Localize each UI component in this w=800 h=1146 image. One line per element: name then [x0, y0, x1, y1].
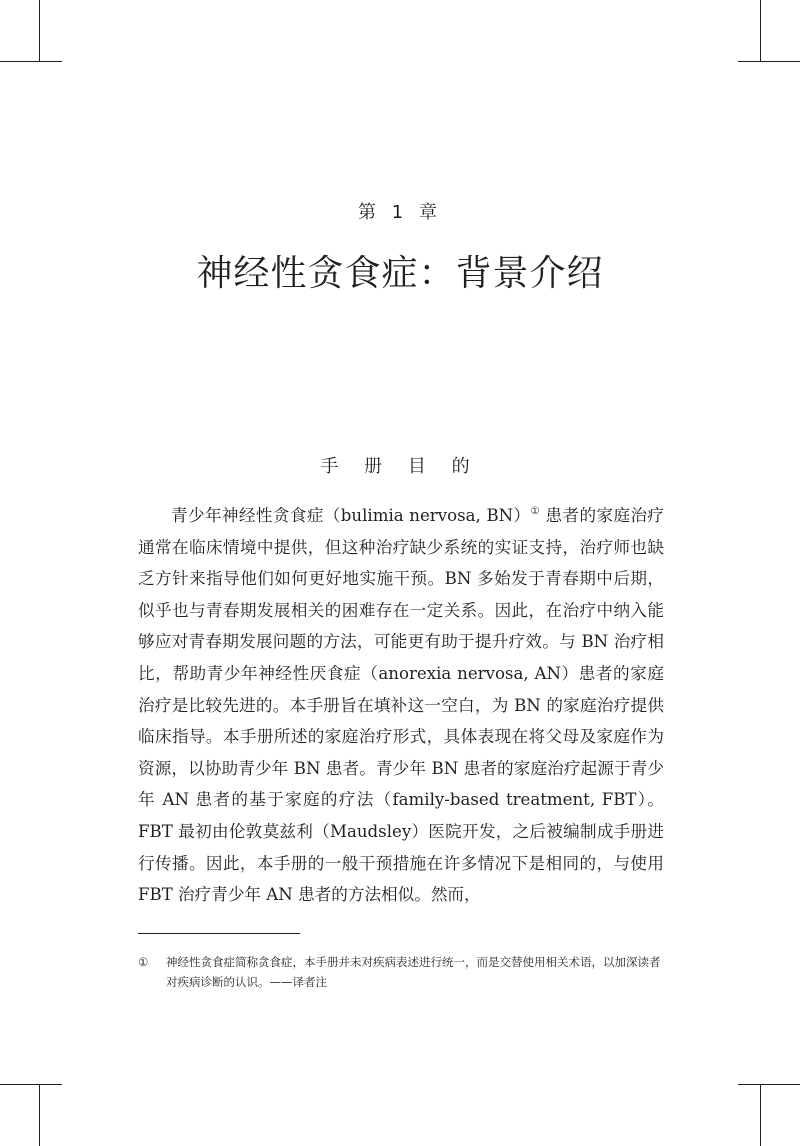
body-paragraph [138, 500, 664, 911]
footnote-text: 神经性贪食症简称贪食症，本手册并未对疾病表述进行统一，而是交替使用相关术语，以加深读者对疾病诊断的认识。——译者注 [166, 955, 661, 989]
crop-mark-bottom-right-horizontal [738, 1084, 800, 1085]
footnote [138, 952, 664, 992]
body-text-part-1: 青少年神经性贪食症（bulimia nervosa, BN） [171, 506, 531, 525]
crop-mark-top-right-vertical [760, 0, 761, 62]
footnote-reference[interactable]: ① [530, 506, 540, 517]
crop-mark-top-left-vertical [39, 0, 40, 62]
body-text-part-2: 患者的家庭治疗通常在临床情境中提供，但这种治疗缺少系统的实证支持，治疗师也缺乏方针来指导他们如何更好地实施干预。BN 多始发于青春期中后期，似乎也与青春期发展相关的困难存在一定关系。因此，在治疗中纳入能够应对青春期发展问题的方法，可能更有助于提升疗效。与 BN 治疗相比，帮助青少年神经性厌食症（anorexia nervosa, AN）患者的家庭治疗是比较先进的。本手册旨在填补这一空白，为 BN 的家庭治疗提供临床指导。本手册所述的家庭治疗形式，具体表现在将父母及家庭作为资源，以协助青少年 BN 患者。青少年 BN 患者的家庭治疗起源于青少年 AN 患者的基于家庭的疗法（family-based treatment, FBT）。FBT 最初由伦敦莫兹利（Maudsley）医院开发，之后被编制成手册进行传播。因此，本手册的一般干预措施在许多情况下是相同的，与使用 FBT 治疗青少年 AN 患者的方法相似。然而， [138, 506, 665, 905]
crop-mark-bottom-left-vertical [39, 1084, 40, 1146]
chapter-label: 第 1 章 [358, 202, 442, 223]
crop-mark-top-right-horizontal [738, 61, 800, 62]
chapter-title: 神经性贪食症：背景介绍 [196, 253, 604, 294]
crop-mark-top-left-horizontal [0, 61, 62, 62]
footnote-mark: ① [138, 955, 149, 969]
footnote-divider [138, 933, 300, 934]
section-heading: 手 册 目 的 [320, 456, 480, 477]
crop-mark-bottom-left-horizontal [0, 1084, 62, 1085]
crop-mark-bottom-right-vertical [760, 1084, 761, 1146]
